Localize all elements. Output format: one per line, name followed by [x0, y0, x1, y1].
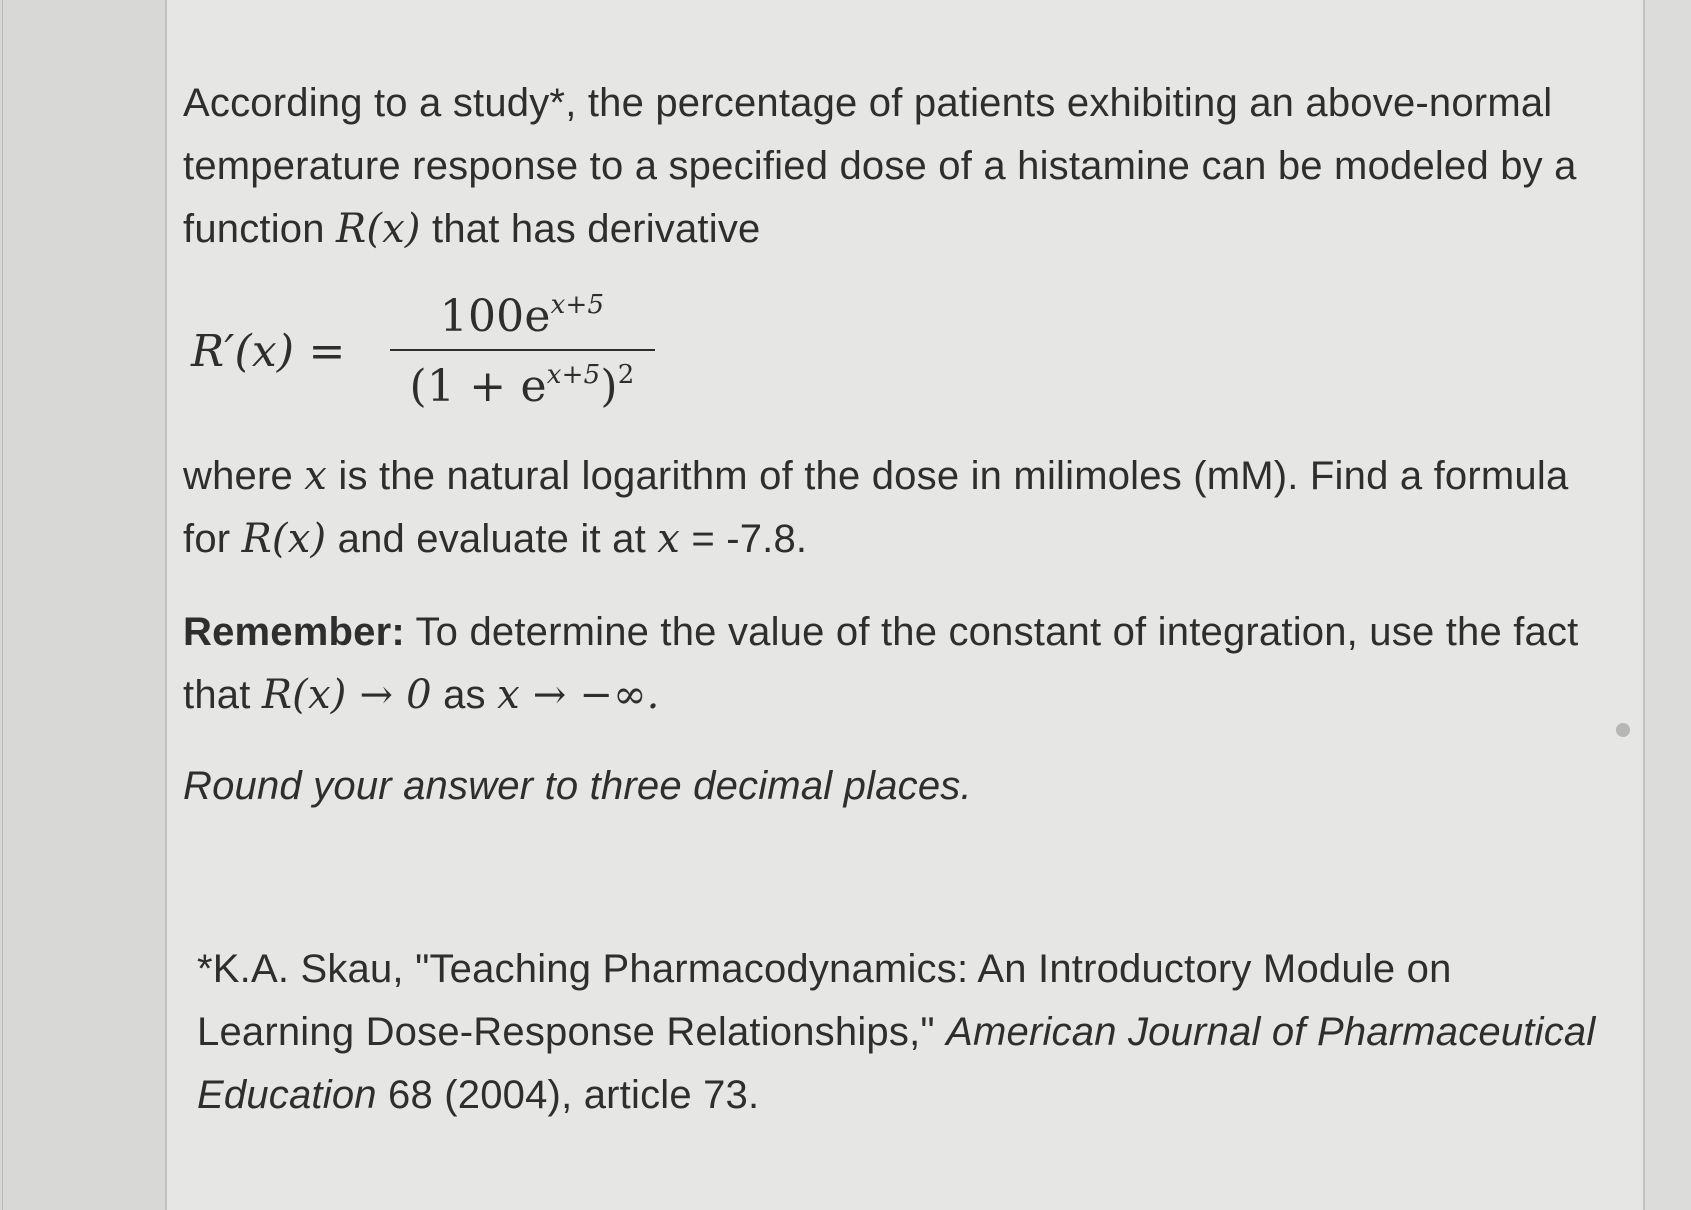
- where-variable: x: [304, 453, 328, 499]
- question-content: [183, 72, 1613, 1127]
- remember-math-2: x → −∞.: [497, 672, 660, 718]
- intro-text: According to a study*, the percentage of patients exhibiting an above-normal temperature response to a specified dose of a histamine can be modeled by a function: [183, 81, 1577, 251]
- numerator-coef: 100e: [439, 291, 551, 342]
- remember-label: Remember:: [183, 610, 405, 654]
- formula-numerator: [420, 290, 624, 349]
- denominator-power: 2: [617, 360, 635, 390]
- citation-journal: American Journal of Pharmaceutical Education: [197, 1010, 1596, 1117]
- numerator-exponent: x+5: [550, 290, 605, 320]
- intro-end-text: that has derivative: [432, 207, 761, 251]
- citation-text: *K.A. Skau, "Teaching Pharmacodynamics: An Introductory Module on Learning Dose-Response Relationships,": [197, 947, 1452, 1054]
- where-text-3: and evaluate it at: [337, 517, 646, 561]
- intro-function: R(x): [336, 206, 421, 252]
- remember-paragraph: [183, 601, 1613, 727]
- remember-text-1: To determine the value of the constant of integration, use the fact that: [183, 610, 1579, 717]
- round-instruction: Round your answer to three decimal places.: [183, 764, 972, 808]
- where-text-2: is the natural logarithm of the dose in milimoles (mM). Find a formula for: [183, 454, 1569, 561]
- citation-details: 68 (2004), article 73.: [388, 1073, 760, 1117]
- where-text-1: where: [183, 454, 293, 498]
- denominator-close: ): [600, 361, 618, 412]
- where-text-4: = -7.8.: [691, 517, 808, 561]
- formula-fraction: [390, 290, 655, 412]
- denominator-exponent: x+5: [546, 360, 601, 390]
- where-variable-2: x: [657, 516, 680, 562]
- formula-denominator: [390, 351, 655, 412]
- remember-math-1: R(x) → 0: [261, 672, 432, 718]
- where-paragraph: [183, 445, 1613, 571]
- derivative-formula: [191, 290, 1613, 412]
- formula-lhs: R′(x) =: [191, 326, 346, 377]
- intro-paragraph: [183, 72, 1613, 261]
- outer-frame: [0, 0, 165, 1210]
- scroll-indicator: [1616, 723, 1630, 737]
- frame-edge: [2, 0, 3, 1210]
- where-function: R(x): [241, 516, 327, 562]
- remember-text-2: as: [443, 673, 486, 717]
- citation-paragraph: [183, 938, 1613, 1127]
- denominator-base: (1 + e: [409, 361, 547, 412]
